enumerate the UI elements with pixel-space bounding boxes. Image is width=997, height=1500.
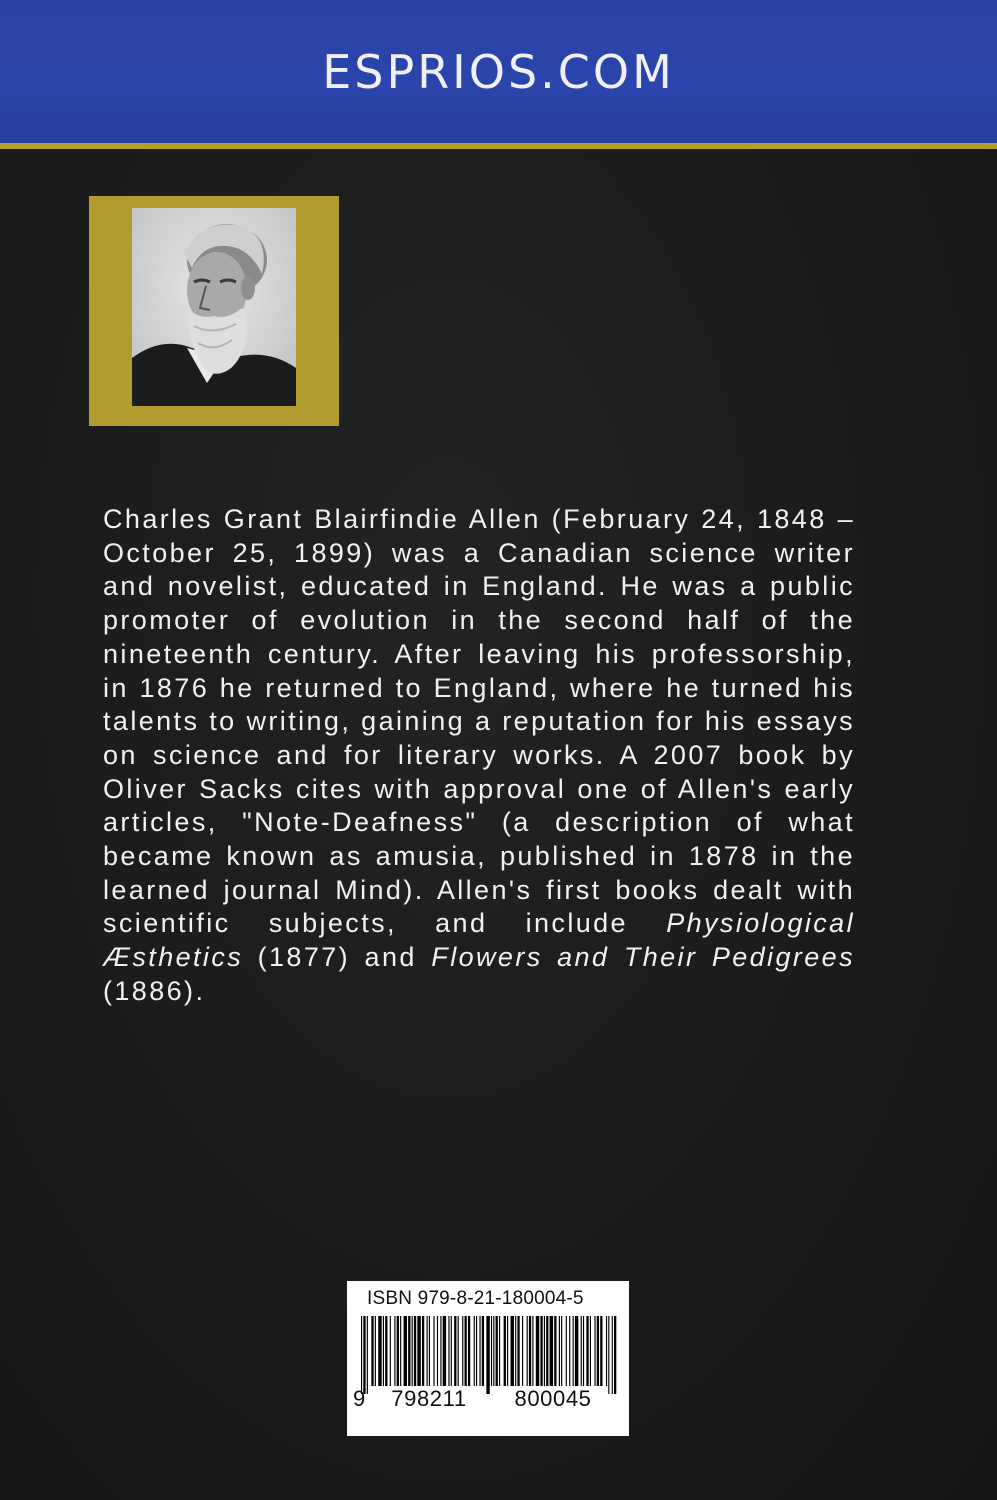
barcode-bar: [540, 1316, 542, 1386]
barcode-bar: [493, 1316, 494, 1386]
barcode-bar: [581, 1316, 582, 1386]
barcode-bar: [559, 1316, 560, 1386]
barcode-digits: [353, 1386, 625, 1412]
barcode-bar: [422, 1316, 424, 1386]
barcode-bar: [546, 1316, 548, 1386]
barcode-bar: [433, 1316, 434, 1386]
barcode-bar: [468, 1316, 470, 1386]
barcode-bar: [385, 1316, 387, 1386]
barcode-bar: [482, 1316, 484, 1386]
barcode-bar: [597, 1316, 599, 1386]
barcode-bar: [363, 1316, 365, 1394]
barcode-bar: [427, 1316, 428, 1386]
barcode-bar: [486, 1316, 489, 1394]
author-biography: [103, 503, 855, 1009]
bio-text-2: (1877) and: [243, 942, 432, 973]
barcode-bar: [529, 1316, 531, 1386]
barcode-bar: [412, 1316, 413, 1386]
barcode-bar: [443, 1316, 446, 1386]
barcode-bar: [544, 1316, 545, 1386]
barcode-bar: [476, 1316, 477, 1386]
bio-book-title-2: Flowers and Their Pedigrees: [431, 942, 855, 973]
barcode-bar: [499, 1316, 500, 1386]
header-band: [0, 0, 997, 149]
barcode-bars: [353, 1316, 623, 1394]
barcode-bar: [586, 1316, 588, 1386]
barcode-bar: [367, 1316, 368, 1394]
barcode-bar: [608, 1316, 609, 1394]
barcode-bar: [522, 1316, 523, 1386]
isbn-label: ISBN 979-8-21-180004-5: [367, 1288, 584, 1309]
barcode-bar: [583, 1316, 584, 1386]
barcode-bar: [612, 1316, 613, 1394]
barcode-bar: [491, 1316, 492, 1386]
barcode-left-digits: 798211: [391, 1386, 467, 1411]
barcode-bar: [550, 1316, 553, 1386]
barcode-bar: [454, 1316, 456, 1386]
barcode-bar: [479, 1316, 480, 1386]
barcode-bar: [511, 1316, 514, 1386]
barcode-right-digits: 800045: [514, 1386, 592, 1411]
barcode-bar: [536, 1316, 539, 1386]
barcode-bar: [440, 1316, 441, 1386]
barcode-bar: [496, 1316, 498, 1386]
barcode-bar: [532, 1316, 533, 1386]
barcode-bar: [566, 1316, 567, 1386]
isbn-barcode: [347, 1281, 629, 1436]
barcode-bar: [451, 1316, 452, 1386]
barcode-bar: [417, 1316, 420, 1386]
barcode-bar: [462, 1316, 463, 1386]
barcode-bar: [458, 1316, 459, 1386]
bio-book-title-1: Physiological Æsthetics: [103, 908, 855, 973]
barcode-bar: [606, 1316, 607, 1386]
barcode-bar: [394, 1316, 395, 1386]
barcode-bar: [448, 1316, 449, 1386]
barcode-bar: [504, 1316, 506, 1386]
barcode-bar: [378, 1316, 381, 1386]
barcode-bar: [515, 1316, 516, 1386]
author-portrait: [132, 208, 296, 406]
barcode-bar: [517, 1316, 519, 1386]
barcode-bar: [474, 1316, 475, 1386]
barcode-bar: [569, 1316, 570, 1386]
barcode-bar: [397, 1316, 399, 1386]
barcode-bar: [594, 1316, 595, 1386]
barcode-bar: [361, 1316, 362, 1394]
barcode-bar: [414, 1316, 416, 1386]
barcode-bar: [561, 1316, 562, 1386]
bio-text-3: (1886).: [103, 975, 206, 1006]
barcode-bar: [614, 1316, 616, 1394]
barcode-bar: [600, 1316, 602, 1386]
barcode-bar: [573, 1316, 574, 1386]
barcode-bar: [575, 1316, 578, 1386]
barcode-bar: [429, 1316, 430, 1386]
bio-text-1: Charles Grant Blairfindie Allen (February 24, 1848 – October 25, 1899) was a Canadian science writer and novelist, educated in England. He was a public promoter of evolution in the second half of the nineteenth century. After leaving his professorship, in 1876 he returned to England, where he turned his talents to writing, gaining a reputation for his essays on science and for literary works. A 2007 book by Oliver Sacks cites with approval one of Allen's early articles, "Note-Deafness" (a description of what became known as amusia, published in 1878 in the learned journal Mind). Allen's first books dealt with scientific subjects, and include: [103, 504, 855, 939]
barcode-bar: [554, 1316, 556, 1386]
barcode-bar: [465, 1316, 467, 1386]
barcode-bar: [408, 1316, 410, 1386]
barcode-bar: [383, 1316, 384, 1386]
barcode-bar: [400, 1316, 401, 1386]
barcode-bar: [590, 1316, 591, 1386]
barcode-bar: [371, 1316, 373, 1386]
barcode-bar: [375, 1316, 376, 1386]
brand-title: ESPRIOS.COM: [322, 45, 675, 99]
portrait-frame: [89, 196, 339, 426]
barcode-bar: [404, 1316, 407, 1386]
barcode-bar: [527, 1316, 528, 1386]
author-portrait-image: [132, 208, 296, 406]
barcode-bar: [437, 1316, 438, 1386]
barcode-bar: [390, 1316, 391, 1386]
barcode-bar: [507, 1316, 508, 1386]
barcode-lead-digit: 9: [353, 1386, 366, 1411]
